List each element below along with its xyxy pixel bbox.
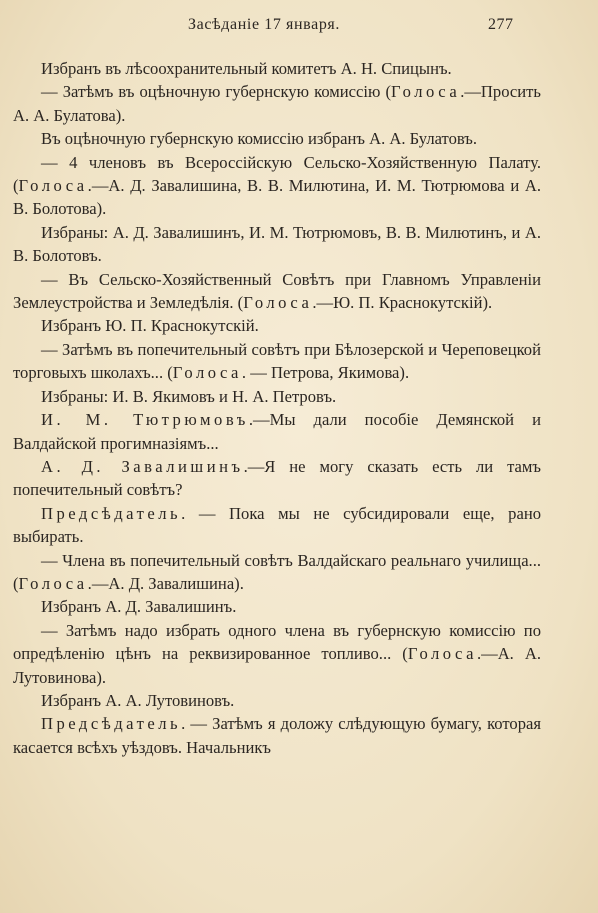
speaker-name: А. Д. Завалишинъ [41,456,244,476]
running-title: Засѣданіе 17 января. [188,16,340,33]
running-header [0,16,598,40]
paragraph: Избранъ въ лѣсоохранительный комитетъ А. Н. Спицынъ. [41,59,452,78]
paragraph: Избраны: А. Д. Завалишинъ, И. М. Тютрюмовъ, В. В. Милютинъ, и А. В. Болотовъ. [13,222,541,266]
paragraph: — 4 членовъ въ Всероссійскую Сельско-Хозяйственную Палату. (Голоса.—А. Д. Завалишина, В. В. Милютина, И. М. Тютрюмова и А. В. Болотова). [13,152,541,219]
paragraph: Избранъ А. А. Лутовиновъ. [41,690,235,710]
speaker-name: И. М. Тютрюмовъ [41,410,249,430]
speaker-paragraph: А. Д. Завалишинъ.—Я не могу сказать есть ли тамъ попечительный совѣтъ? [13,456,541,500]
paragraph: Избраны: И. В. Якимовъ и Н. А. Петровъ. [41,386,337,406]
speaker-paragraph: Предсѣдатель. — Пока мы не субсидировали еще, рано выбирать. [13,503,541,547]
speaker-name: Предсѣдатель [41,714,182,734]
page-number: 277 [488,16,514,33]
speaker-name: Предсѣдатель [41,503,182,523]
paragraph: Избранъ А. Д. Завалишинъ. [41,597,237,617]
speaker-paragraph: И. М. Тютрюмовъ.—Мы дали пособіе Демянской и Валдайской прогимназіямъ... [13,410,541,453]
paragraph: — Затѣмъ въ попечительный совѣтъ при Бѣлозерской и Череповецкой торговыхъ школахъ... (Голоса. — Петрова, Якимова). [13,339,541,383]
paragraph: Избранъ Ю. П. Краснокутскій. [41,316,259,336]
paragraph: — Затѣмъ надо избрать одного члена въ губернскую комиссію по опредѣленію цѣнъ на реквизированное топливо... (Голоса.—А. А. Лутовинова). [13,620,541,687]
paragraph: — Члена въ попечительный совѣтъ Валдайскаго реальнаго училища... (Голоса.—А. Д. Завалишина). [13,550,541,593]
page-body [13,57,541,759]
speaker-paragraph: Предсѣдатель. — Затѣмъ я доложу слѣдующую бумагу, которая касается всѣхъ уѣздовъ. Начальникъ [13,714,541,757]
paragraph: — Затѣмъ въ оцѣночную губернскую комиссію (Голоса.—Просить А. А. Булатова). [13,82,541,125]
paragraph: Въ оцѣночную губернскую комиссію избранъ А. А. Булатовъ. [41,129,478,149]
paragraph: — Въ Сельско-Хозяйственный Совѣтъ при Главномъ Управленіи Землеустройства и Земледѣлія. (Голоса.—Ю. П. Краснокутскій). [13,269,541,313]
